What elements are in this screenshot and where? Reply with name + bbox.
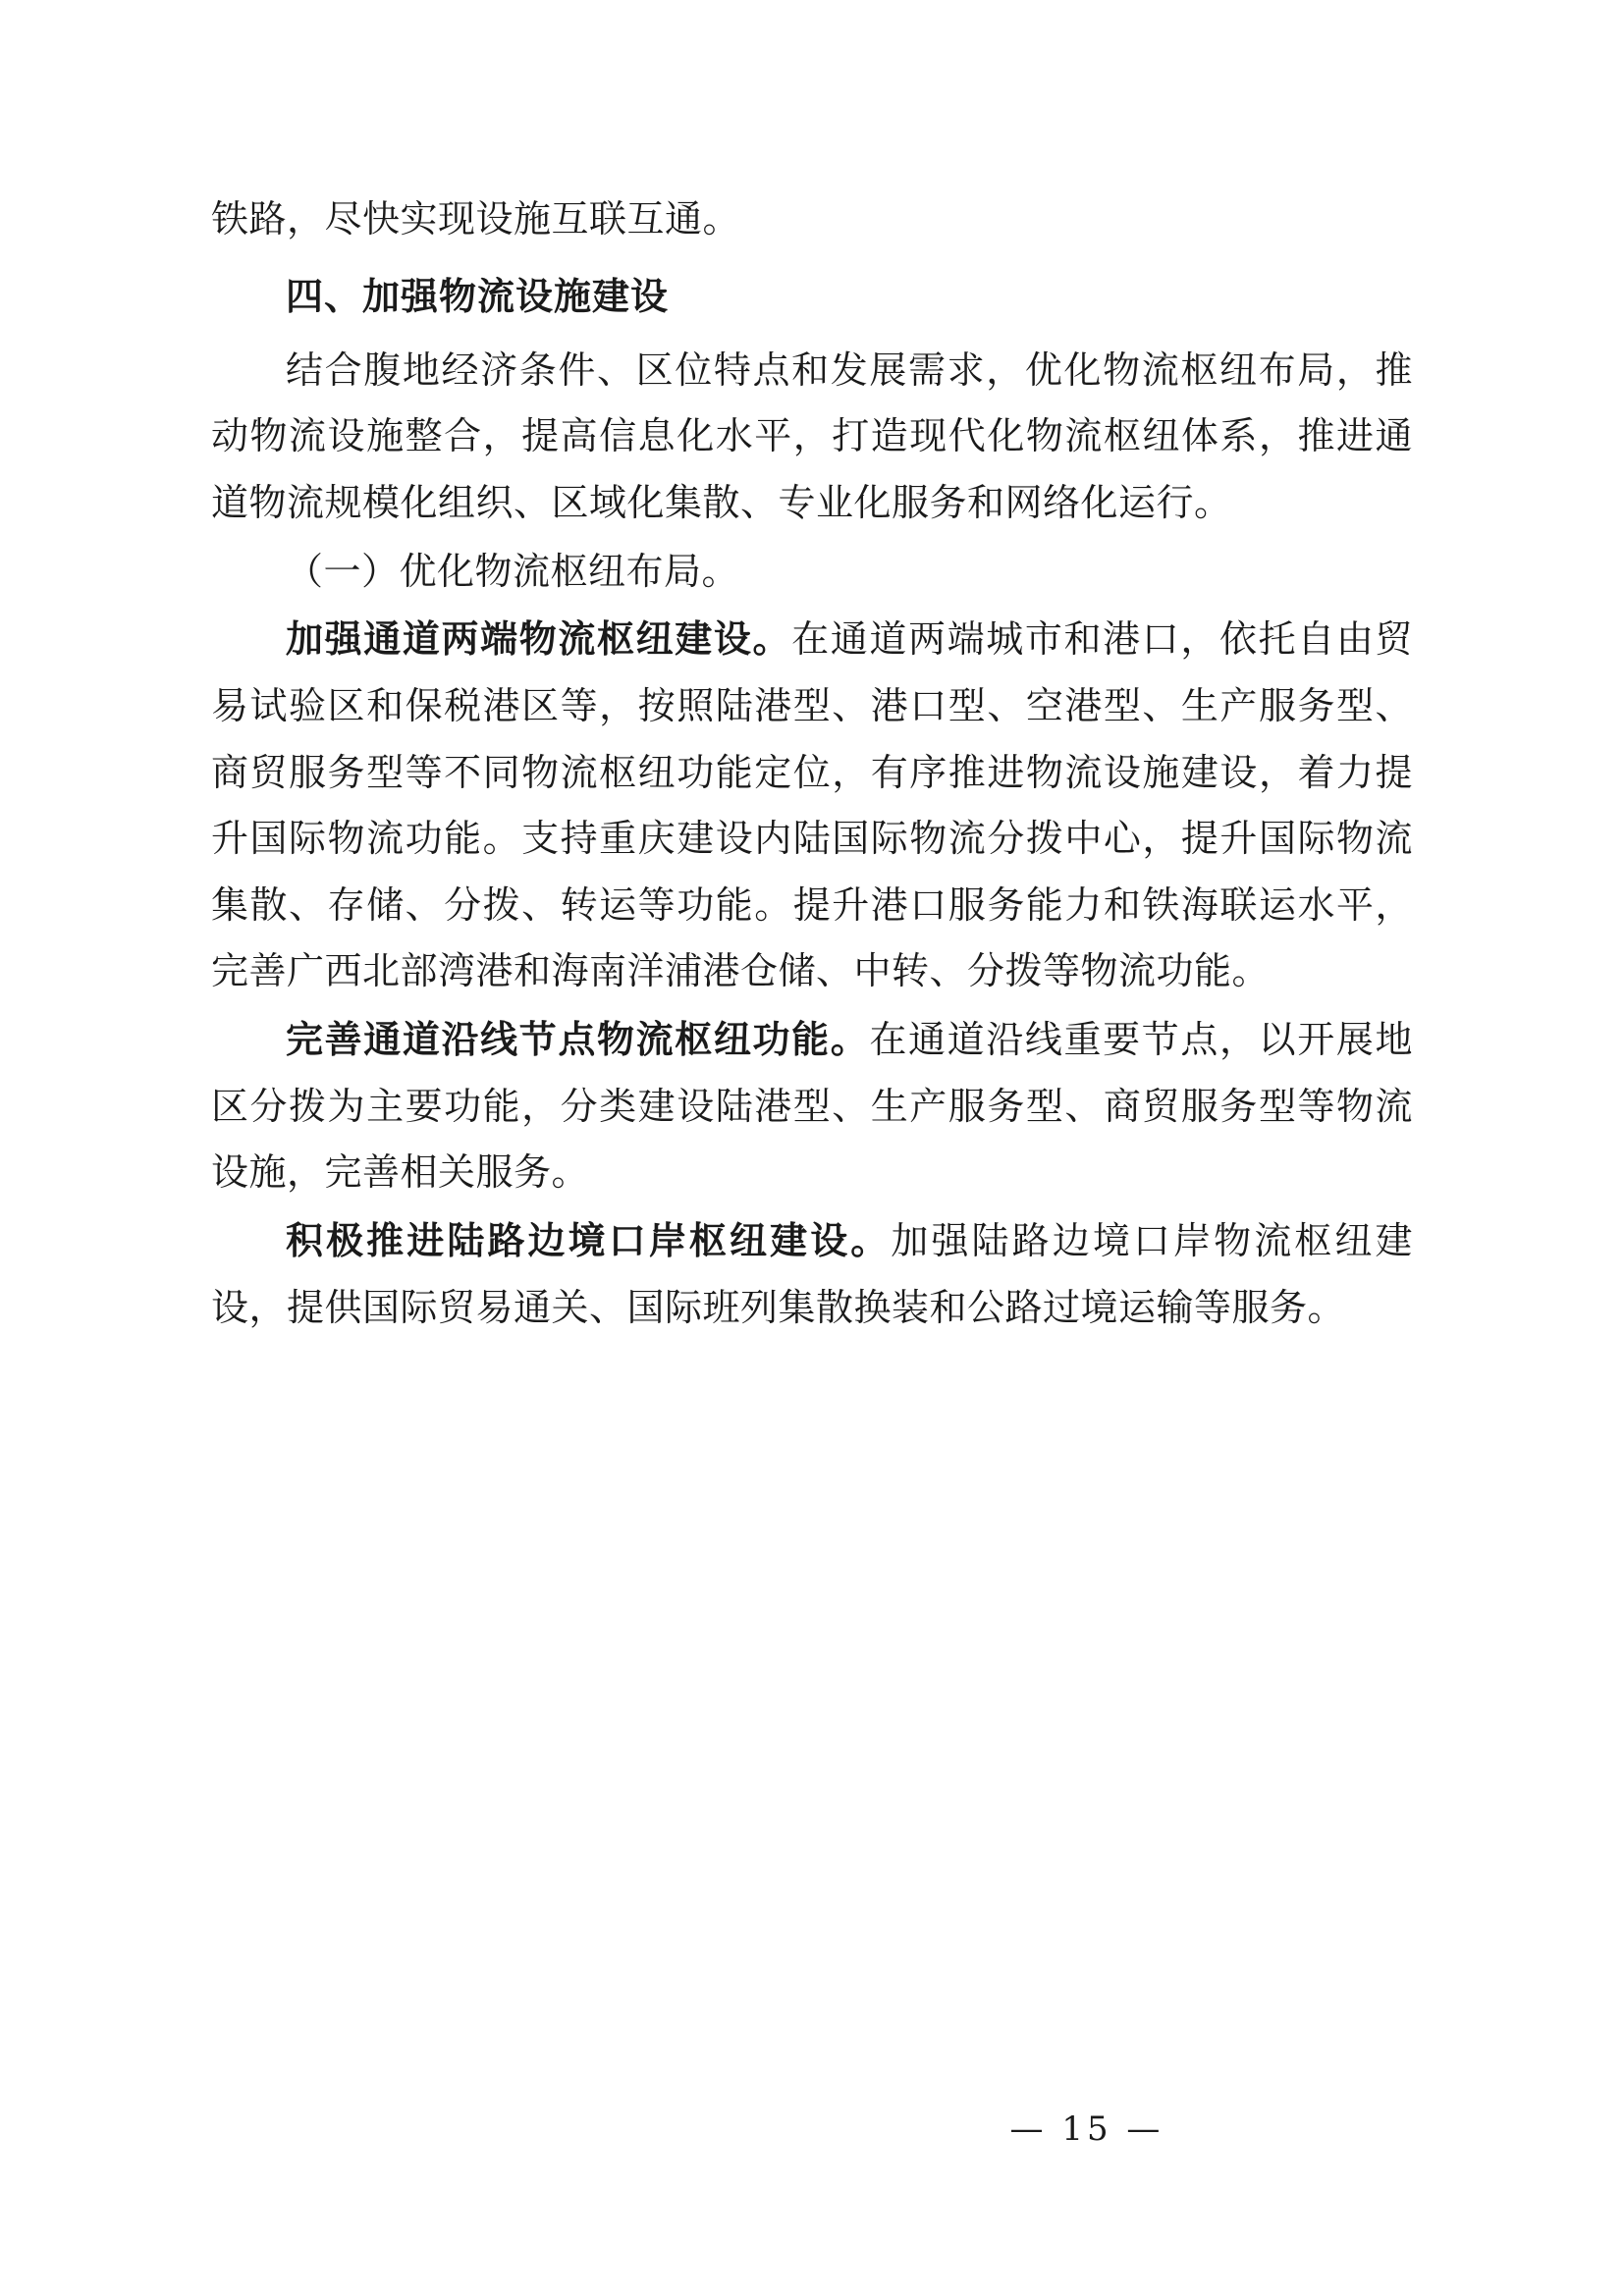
paragraph-lead-3: 积极推进陆路边境口岸枢纽建设。 xyxy=(286,1218,892,1262)
paragraph-block-3 xyxy=(211,1208,1413,1341)
page-number: — 15 — xyxy=(1009,2109,1164,2149)
paragraph-block-2 xyxy=(211,1007,1413,1206)
page-footer xyxy=(0,2109,1624,2149)
section-heading: 四、加强物流设施建设 xyxy=(286,274,670,318)
paragraph-text-1: 在通道两端城市和港口，依托自由贸易试验区和保税港区等，按照陆港型、港口型、空港型、生产服务型、商贸服务型等不同物流枢纽功能定位，有序推进物流设施建设，着力提升国际物流功能。支持重庆建设内陆国际物流分拨中心，提升国际物流集散、存储、分拨、转运等功能。提升港口服务能力和铁海联运水平，完善广西北部湾港和海南洋浦港仓储、中转、分拨等物流功能。 xyxy=(211,617,1413,993)
paragraph-text-3: 加强陆路边境口岸物流枢纽建设，提供国际贸易通关、国际班列集散换装和公路过境运输等服务。 xyxy=(211,1218,1413,1329)
document-body xyxy=(211,187,1413,1341)
paragraph-text-2: 在通道沿线重要节点，以开展地区分拨为主要功能，分类建设陆港型、生产服务型、商贸服务型等物流设施，完善相关服务。 xyxy=(211,1018,1413,1195)
intro-paragraph: 结合腹地经济条件、区位特点和发展需求，优化物流枢纽布局，推动物流设施整合，提高信息化水平，打造现代化物流枢纽体系，推进通道物流规模化组织、区域化集散、专业化服务和网络化运行。 xyxy=(211,347,1413,525)
continued-paragraph: 铁路，尽快实现设施互联互通。 xyxy=(211,197,741,240)
paragraph-lead-2: 完善通道沿线节点物流枢纽功能。 xyxy=(286,1018,870,1062)
paragraph-block-1 xyxy=(211,607,1413,1005)
paragraph-lead-1: 加强通道两端物流枢纽建设。 xyxy=(286,617,792,662)
subsection-heading: （一）优化物流枢纽布局。 xyxy=(286,549,740,593)
